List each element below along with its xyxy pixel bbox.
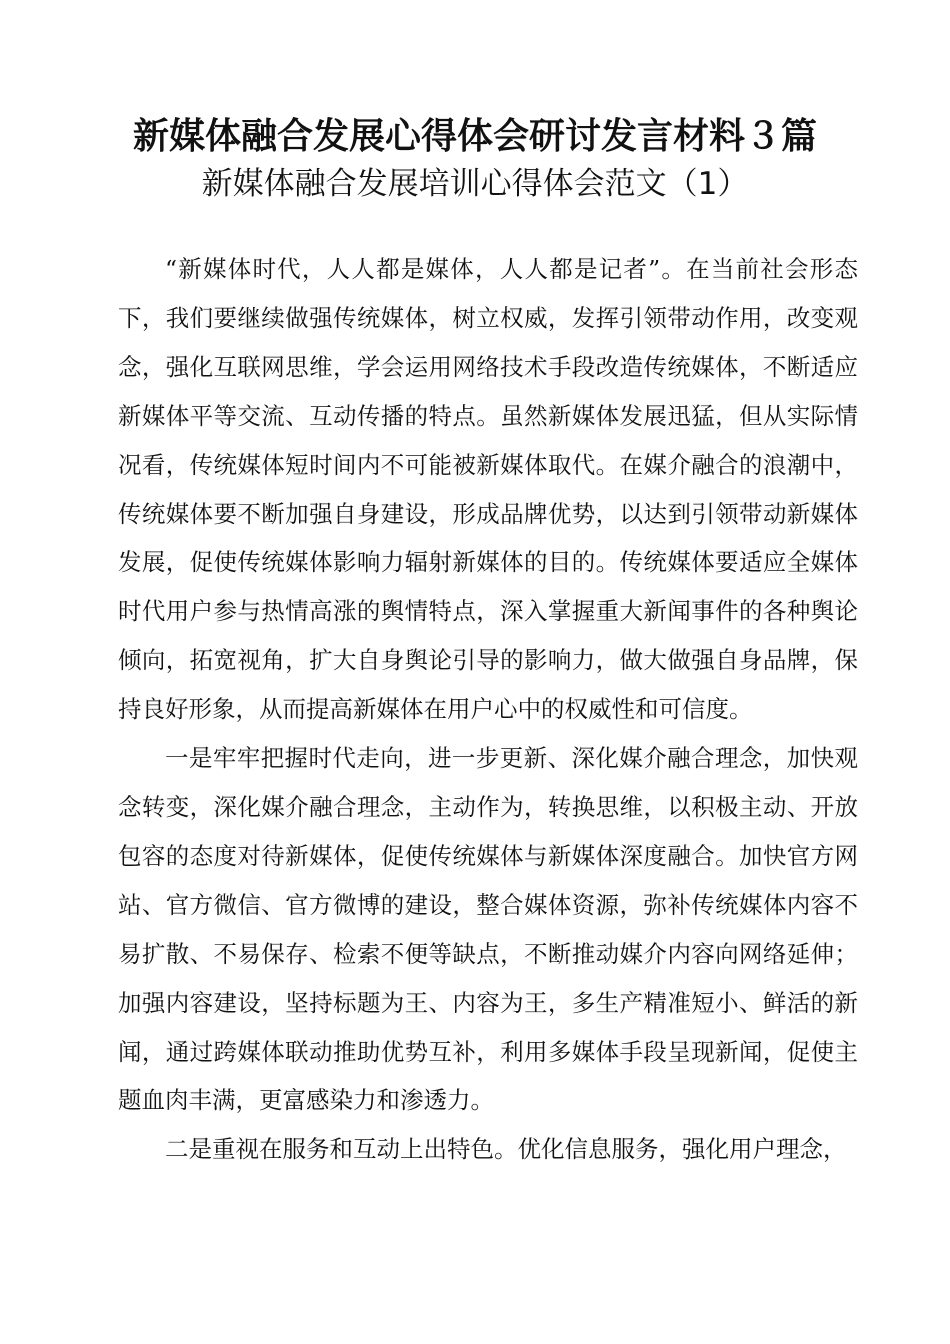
paragraph-point-one: 一是牢牢把握时代走向，进一步更新、深化媒介融合理念，加快观念转变，深化媒介融合理念，主动作为，转换思维，以积极主动、开放包容的态度对待新媒体，促使传统媒体与新媒体深度融合。加快官方网站、官方微信、官方微博的建设，整合媒体资源，弥补传统媒体内容不易扩散、不易保存、检索不便等缺点，不断推动媒介内容向网络延伸；加强内容建设，坚持标题为王、内容为王，多生产精准短小、鲜活的新闻，通过跨媒体联动推助优势互补，利用多媒体手段呈现新闻，促使主题血肉丰满，更富感染力和渗透力。 [118,744,858,1115]
paragraph-point-two: 二是重视在服务和互动上出特色。优化信息服务，强化用户理念， [165,1135,847,1164]
document-title: 新媒体融合发展心得体会研讨发言材料３篇 [132,116,817,157]
paragraph-intro: “新媒体时代，人人都是媒体，人人都是记者”。在当前社会形态下，我们要继续做强传统媒体，树立权威，发挥引领带动作用，改变观念，强化互联网思维，学会运用网络技术手段改造传统媒体，不断适应新媒体平等交流、互动传播的特点。虽然新媒体发展迅猛，但从实际情况看，传统媒体短时间内不可能被新媒体取代。在媒介融合的浪潮中，传统媒体要不断加强自身建设，形成品牌优势，以达到引领带动新媒体发展，促使传统媒体影响力辐射新媒体的目的。传统媒体要适应全媒体时代用户参与热情高涨的舆情特点，深入掌握重大新闻事件的各种舆论倾向，拓宽视角，扩大自身舆论引导的影响力，做大做强自身品牌，保持良好形象，从而提高新媒体在用户心中的权威性和可信度。 [118,255,858,724]
document-body [118,245,858,1174]
document-subtitle: 新媒体融合发展培训心得体会范文（1） [201,166,749,202]
